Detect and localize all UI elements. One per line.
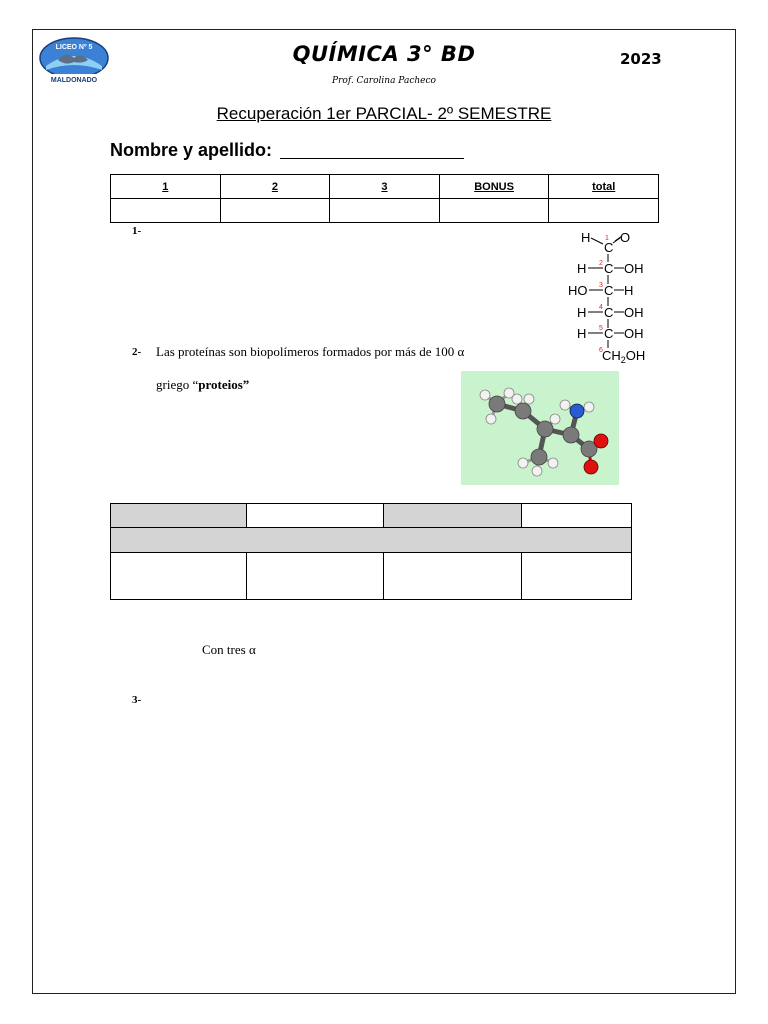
fischer-num-1: 1: [605, 235, 609, 242]
question-3-number: 3-: [132, 694, 142, 706]
amino-acid-3d-model-image: [461, 371, 619, 485]
aa-cell-1-2[interactable]: [247, 504, 384, 528]
fischer-c2-carbon: C: [604, 261, 614, 276]
question-2-number: 2-: [132, 346, 142, 358]
fischer-c1-carbon: C: [604, 240, 614, 255]
grade-cell-3[interactable]: [330, 199, 440, 223]
fischer-num-3: 3: [599, 282, 603, 289]
fischer-c5-left: H: [577, 326, 587, 341]
fischer-num-4: 4: [599, 304, 603, 311]
grade-cell-bonus[interactable]: [439, 199, 549, 223]
grades-value-row: [111, 199, 659, 223]
grade-cell-total[interactable]: [549, 199, 659, 223]
year-label: 2023: [620, 50, 662, 68]
aa-cell-2-merged: [111, 528, 632, 553]
grade-header-3: 3: [330, 175, 440, 199]
logo-text-bottom: MALDONADO: [50, 77, 98, 84]
fischer-num-6: 6: [599, 347, 603, 354]
fischer-c3-right: H: [624, 283, 634, 298]
grades-header-row: [111, 175, 659, 199]
grade-cell-2[interactable]: [220, 199, 330, 223]
name-blank-line[interactable]: [280, 158, 464, 159]
professor-name: Prof. Carolina Pacheco: [332, 76, 436, 86]
fischer-c6-group: $CH_2OH$: [602, 348, 646, 365]
aa-cell-3-2[interactable]: [247, 553, 384, 600]
page-title: QUÍMICA 3° BD: [292, 42, 476, 66]
logo-text-top: LICEO Nº 5: [55, 44, 93, 51]
greek-prefix: griego “: [156, 377, 199, 392]
con-tres-text: Con tres α: [202, 642, 256, 657]
grade-header-2: 2: [220, 175, 330, 199]
aa-cell-1-3: [384, 504, 521, 528]
fischer-num-2: 2: [599, 260, 603, 267]
grade-header-total: total: [549, 175, 659, 199]
aa-row-1: [111, 504, 632, 528]
question-2-text: Las proteínas son biopolímeros formados por más de 100 α: [156, 344, 465, 359]
fischer-c5-carbon: C: [604, 326, 614, 341]
aa-cell-3-3[interactable]: [384, 553, 521, 600]
fischer-c1-right: O: [620, 230, 631, 245]
greek-word: proteios”: [198, 377, 250, 392]
fischer-c1-left: H: [581, 230, 591, 245]
fischer-c4-left: H: [577, 305, 587, 320]
aa-cell-1-1: [111, 504, 247, 528]
question-1-number: 1-: [132, 225, 142, 237]
aa-row-3: [111, 553, 632, 600]
fischer-c2-right: OH: [624, 261, 644, 276]
question-2-greek: [156, 377, 249, 393]
grade-header-1: 1: [111, 175, 221, 199]
fischer-c5-right: OH: [624, 326, 644, 341]
aa-cell-3-1[interactable]: [111, 553, 247, 600]
grade-cell-1[interactable]: [111, 199, 221, 223]
aa-cell-3-4[interactable]: [521, 553, 631, 600]
fischer-num-5: 5: [599, 325, 603, 332]
glucose-fischer-projection: [560, 226, 660, 366]
fischer-c3-carbon: C: [604, 283, 614, 298]
amino-acid-table: [110, 503, 632, 600]
fischer-c4-carbon: C: [604, 305, 614, 320]
grades-table: [110, 174, 659, 223]
aa-row-2: [111, 528, 632, 553]
aa-cell-1-4[interactable]: [521, 504, 631, 528]
fischer-c2-left: H: [577, 261, 587, 276]
fischer-c4-right: OH: [624, 305, 644, 320]
fischer-c3-left: HO: [568, 283, 588, 298]
name-label: Nombre y apellido:: [110, 140, 273, 160]
exam-subtitle: Recuperación 1er PARCIAL- 2º SEMESTRE: [216, 104, 552, 123]
grade-header-bonus: BONUS: [439, 175, 549, 199]
